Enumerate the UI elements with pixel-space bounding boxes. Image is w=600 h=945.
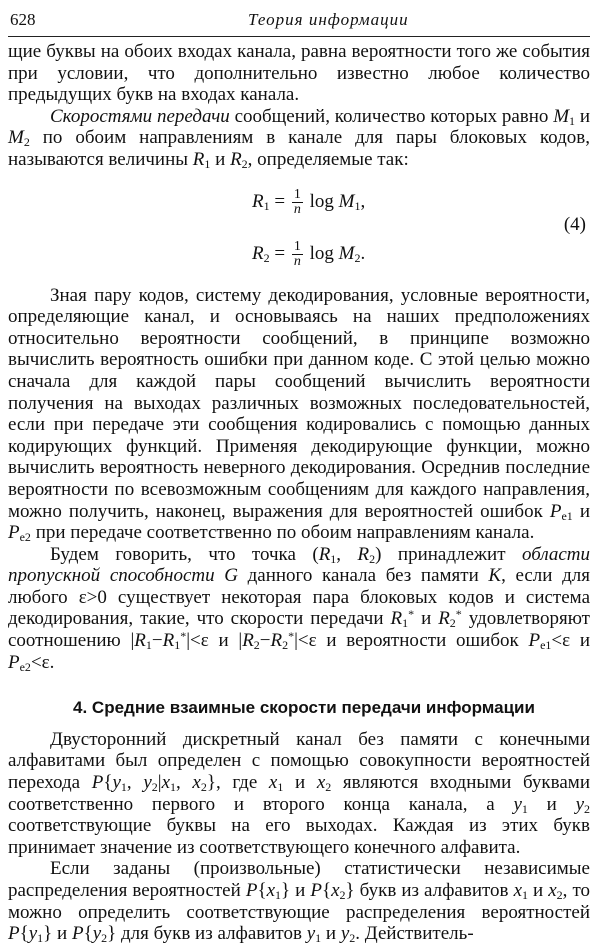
paragraph-distributions: Если заданы (произвольные) статистически независимые распределения вероятностей $P\{x_1\}$ и $P\{x_2\}$ букв из алфавитов $x_1$ и $x_2$, то можно определить соответствующие распределения вероятностей $P\{y_1\}$ и $P\{y_2\}$ для букв из алфавитов $y_1$ и $y_2$. Действитель- — [8, 858, 591, 945]
running-title: Теория информации — [248, 10, 409, 29]
term-capacity-region: области пропускной способности — [8, 543, 591, 587]
page-number: 628 — [10, 10, 36, 29]
equation-number: (4) — [563, 213, 586, 235]
equation-r1: $R_1$ = $\frac{1}{n}$ $\log M_1$, — [252, 186, 366, 217]
paragraph-capacity-region: Будем говорить, что точка ($R_1$, $R_2$) принадлежит области пропускной способности G данного канала без памяти K, если для любого ε>0 существует некоторая пара блоковых кодов и система декодирования, такие, что скорости передачи $R_1^*$ и $R_2^*$ удовлетворяют соотношению $|R_1-R_1^*|<\varepsilon$ и $|R_2-R_2^*|<\varepsilon$ и вероятности ошибок $P_{e1}<\varepsilon$ и $P_{e2}<\varepsilon$. — [8, 543, 591, 674]
paragraph-two-way-channel: Двусторонний дискретный канал без памяти с конечными алфавитами был определен с помощью совокупности вероятностей перехода $P\{y_1$, $y_2|x_1$, $x_2$}, где $x_1$ и $x_2$ являются входными буквами соответственно первого и второго конца канала, а $y_1$ и $y_2$ соответствующие буквы на его выходах. Каждая из этих букв принимает значение из соответствующего конечного алфавита. — [8, 728, 591, 858]
equation-block — [8, 174, 590, 278]
paragraph-error-probability: Зная пару кодов, систему декодирования, условные вероятности, определяющие канал, и основываясь на наших предположениях относительно вероятности сообщений, в принципе возможно вычислить вероятность ошибки при данном коде. С этой целью можно сначала для каждой пары сообщений вычислить вероятности получения на выходах различных возможных последовательностей, если при передаче эти сообщения кодировались с помощью данных кодирующих функций. Применяя декодирующие функции, можно вычислить вероятность неверного декодирования. Осреднив последние вероятности по всевозможным сообщениям для каждого направления, можно получить, наконец, выражения для вероятностей ошибок $P_{e1}$ и $P_{e2}$ при передаче соответственно по обоим направлениям канала. — [8, 284, 590, 545]
paragraph-continuation: щие буквы на обоих входах канала, равна вероятности того же события при условии, что дополнительно известно любое количество предыдущих букв на входах канала. — [8, 41, 590, 106]
term-transmission-rates: Скоростями передачи — [50, 105, 230, 127]
paragraph-rates: Скоростями передачи сообщений, количество которых равно $M_1$ и $M_2$ по обоим направлениям в канале для пары блоковых кодов, называются величины $R_1$ и $R_2$, определяемые так: — [8, 105, 590, 171]
section-heading: 4. Средние взаимные скорости передачи информации — [73, 698, 535, 718]
page-header — [8, 8, 590, 37]
equation-r2: $R_2$ = $\frac{1}{n}$ $\log M_2$. — [252, 238, 366, 269]
